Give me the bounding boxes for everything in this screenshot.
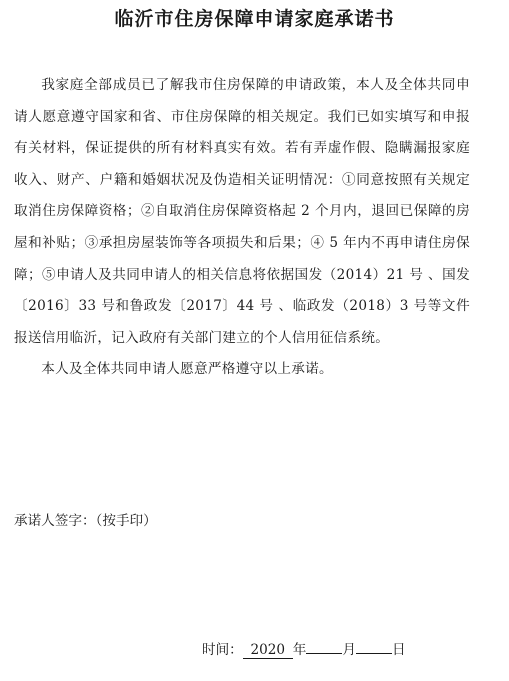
- year-unit: 年: [292, 642, 307, 658]
- document-body: [14, 70, 470, 386]
- date-line: [202, 636, 406, 661]
- year-field[interactable]: 2020: [243, 641, 293, 659]
- commitment-paragraph: 我家庭全部成员已了解我市住房保障的申请政策，本人及全体共同申请人愿意遵守国家和省、市住房保障的相关规定。我们已如实填写和申报有关材料，保证提供的所有材料真实有效。若有弄虚作假、隐瞒漏报家庭收入、财产、户籍和婚姻状况及伪造相关证明情况：①同意按照有关规定取消住房保障资格；②自取消住房保障资格起 2 个月内，退回已保障的房屋和补贴；③承担房屋装饰等各项损失和后果；④ 5 年内不再申请住房保障；⑤申请人及共同申请人的相关信息将依据国发（2014）21 号 、国发〔2016〕33 号和鲁政发〔2017〕44 号 、临政发（2018）3 号等文件报送信用临沂，记入政府有关部门建立的个人信用征信系统。: [14, 77, 470, 346]
- date-label: 时间：: [202, 642, 243, 658]
- month-field[interactable]: [306, 636, 342, 654]
- month-unit: 月: [342, 642, 356, 658]
- signature-line: [14, 510, 157, 532]
- compliance-statement: 本人及全体共同申请人愿意严格遵守以上承诺。: [41, 361, 333, 378]
- day-field[interactable]: [356, 636, 392, 654]
- signature-label: 承诺人签字：（按手印）: [14, 513, 157, 529]
- day-unit: 日: [391, 642, 406, 658]
- document-title: 临沂市住房保障申请家庭承诺书: [114, 8, 395, 30]
